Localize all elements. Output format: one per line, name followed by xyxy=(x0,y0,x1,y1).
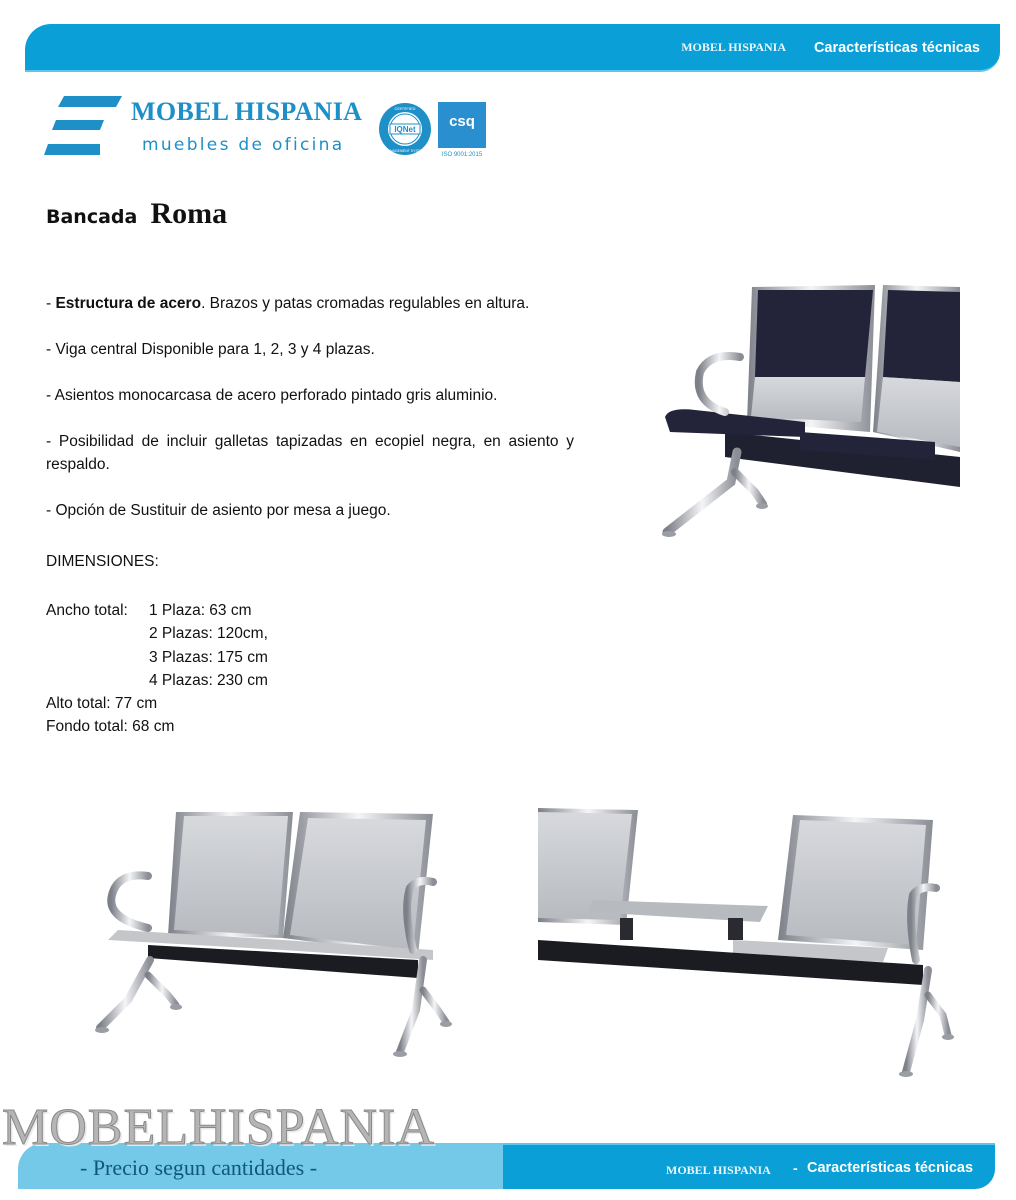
svg-text:csq: csq xyxy=(449,113,475,130)
depth-value: Fondo total: 68 cm xyxy=(46,718,175,736)
bench-upholstered-photo xyxy=(655,282,960,542)
width-value: 4 Plazas: 230 cm xyxy=(149,671,268,689)
top-banner xyxy=(25,24,1000,72)
iso-label: ISO 9001:2015 xyxy=(441,152,483,158)
height-value: Alto total: 77 cm xyxy=(46,695,158,713)
bench-two-seat-photo xyxy=(88,800,463,1062)
iqnet-certification-icon xyxy=(377,101,433,157)
feature-item: - Opción de Sustituir de asiento por mesa a juego. xyxy=(46,502,391,519)
footer-banner xyxy=(503,1143,995,1189)
header-brand: MOBEL HISPANIA xyxy=(681,40,786,54)
width-value: 1 Plaza: 63 cm xyxy=(149,602,252,619)
product-title xyxy=(46,197,227,231)
logo-subtitle: muebles de oficina xyxy=(142,135,345,155)
footer-section-title: Características técnicas xyxy=(807,1160,974,1176)
width-label: Ancho total: xyxy=(46,602,128,619)
product-title-name: Roma xyxy=(150,197,228,230)
footer-brand: MOBEL HISPANIA xyxy=(666,1163,771,1177)
watermark-text: MOBELHISPANIA xyxy=(2,1099,435,1156)
mobel-logo-icon xyxy=(44,96,124,158)
svg-text:CERTIFIED: CERTIFIED xyxy=(394,106,416,111)
header-section-title: Características técnicas xyxy=(813,40,980,56)
feature-item: - Viga central Disponible para 1, 2, 3 y 4 plazas. xyxy=(46,341,375,358)
footer-separator: - xyxy=(793,1160,798,1176)
svg-text:IQNet: IQNet xyxy=(394,125,416,134)
width-value: 3 Plazas: 175 cm xyxy=(149,648,268,666)
logo-title: MOBEL HISPANIA xyxy=(131,97,363,126)
feature-list xyxy=(46,292,574,545)
feature-item: - Asientos monocarcasa de acero perforado pintado gris aluminio. xyxy=(46,387,498,404)
dimensions-heading: DIMENSIONES: xyxy=(46,553,159,570)
product-title-prefix: Bancada xyxy=(46,206,138,228)
bench-with-table-photo xyxy=(538,800,958,1085)
width-value: 2 Plazas: 120cm, xyxy=(149,625,268,643)
svg-text:MANAGEMENT SYSTEM: MANAGEMENT SYSTEM xyxy=(384,149,426,153)
dimensions-list xyxy=(46,599,268,739)
feature-item: - Estructura de acero. Brazos y patas cromadas regulables en altura. xyxy=(46,295,530,312)
price-note: - Precio segun cantidades - xyxy=(80,1155,318,1180)
csq-iso-certification-icon xyxy=(438,102,486,158)
feature-item: - Posibilidad de incluir galletas tapizadas en ecopiel negra, en asiento y respaldo. xyxy=(46,433,575,473)
